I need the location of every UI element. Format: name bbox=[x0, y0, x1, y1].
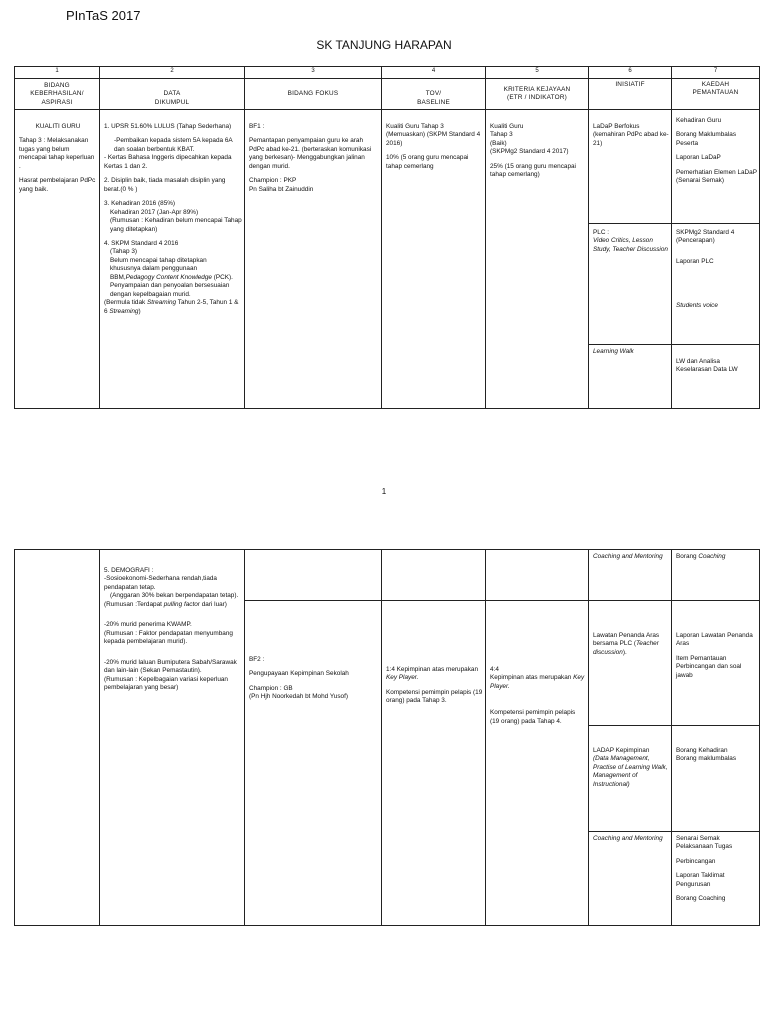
inisiatif-learning-walk-cell: Learning Walk bbox=[589, 345, 672, 409]
header-inisiatif: INISIATIF bbox=[589, 79, 672, 110]
header-tov-baseline: TOV/ BASELINE bbox=[382, 79, 486, 110]
header-kaedah-pemantauan: KAEDAH PEMANTAUAN bbox=[672, 79, 760, 110]
pemantauan-lw-cell: LW dan Analisa Keselarasan Data LW bbox=[672, 345, 760, 409]
pemantauan-plc-cell: SKPMg2 Standard 4 (Pencerapan) Laporan PLC Students voice bbox=[672, 224, 760, 345]
bidang-fokus-cell: BF1 : Pemantapan penyampaian guru ke arah PdPc abad ke-21. (berteraskan komunikasi yang berkesan)- Menggabungkan jalinan dengan murid. Champion : PKP Pn Saliha bt Zainuddin bbox=[245, 110, 382, 409]
inisiatif-ladap-kepimpinan-cell: LADAP Kepimpinan (Data Management, Practise of Learning Walk, Management of Instructional) bbox=[589, 726, 672, 832]
tov-baseline-cell: Kualiti Guru Tahap 3 (Memuaskan) (SKPM Standard 4 2016) 10% (5 orang guru mencapai tahap cemerlang bbox=[382, 110, 486, 409]
pemantauan-coaching-cell: Borang Coaching bbox=[672, 550, 760, 601]
kriteria-kejayaan-cell: Kualiti Guru Tahap 3 (Baik) (SKPMg2 Standard 4 2017) 25% (15 orang guru mencapai tahap cemerlang) bbox=[486, 110, 589, 409]
inisiatif-coaching-2-cell: Coaching and Mentoring bbox=[589, 832, 672, 926]
pemantauan-senarai-semak-cell: Senarai Semak Pelaksanaan Tugas Perbincangan Laporan Taklimat Pengurusan Borang Coaching bbox=[672, 832, 760, 926]
col-number-5: 5 bbox=[486, 67, 589, 79]
col-number-6: 6 bbox=[589, 67, 672, 79]
col-number-2: 2 bbox=[100, 67, 245, 79]
inisiatif-plc-cell: PLC : Video Critics, Lesson Study, Teacher Discussion bbox=[589, 224, 672, 345]
pemantauan-kehadiran-cell: Borang Kehadiran Borang maklumbalas bbox=[672, 726, 760, 832]
inisiatif-lawatan-cell: Lawatan Penanda Aras bersama PLC (Teacher discussion). bbox=[589, 601, 672, 726]
demografi-cell: 5. DEMOGRAFI : -Sosioekonomi-Sederhana rendah,tiada pendapatan tetap. (Anggaran 30% bekan berpendapatan tetap). (Rumusan :Terdapat pulling factor dari luar) -20% murid penerima KWAMP. (Rumusan : Faktor pendapatan menyumbang kepada pembelajaran murid). -20% murid laluan Bumiputera Sabah/Sarawak dan lain-lain (Sekan Pemastautin). (Rumusan : Kepelbagaian variasi keperluan pembelajaran yang besar) bbox=[100, 550, 245, 926]
document-title: PInTaS 2017 bbox=[66, 8, 141, 23]
header-kriteria-kejayaan: KRITERIA KEJAYAAN (ETR / INDIKATOR) bbox=[486, 79, 589, 110]
tov-bf2-cell: 1:4 Kepimpinan atas merupakan Key Player. Kompetensi pemimpin pelapis (19 orang) pada Tahap 3. bbox=[382, 601, 486, 926]
inisiatif-ladap-cell: LaDaP Berfokus (kemahiran PdPc abad ke-21) bbox=[589, 110, 672, 224]
plan-table-1 bbox=[14, 66, 760, 409]
bidang-cell-empty bbox=[15, 550, 100, 926]
bidang-fokus-bf2-cell: BF2 : Pengupayaan Kepimpinan Sekolah Champion : GB (Pn Hjh Noorkedah bt Mohd Yusof) bbox=[245, 601, 382, 926]
bidang-cell: KUALITI GURU Tahap 3 : Melaksanakan tugas yang belum mencapai tahap keperluan . Hasrat pembelajaran PdPc yang baik. bbox=[15, 110, 100, 409]
header-bidang-fokus: BIDANG FOKUS bbox=[245, 79, 382, 110]
table-row bbox=[15, 550, 760, 601]
table-row bbox=[15, 110, 760, 224]
pemantauan-lawatan-cell: Laporan Lawatan Penanda Aras Item Pemantauan Perbincangan dan soal jawab bbox=[672, 601, 760, 726]
col-number-7: 7 bbox=[672, 67, 760, 79]
kriteria-bf2-cell: 4:4 Kepimpinan atas merupakan Key Player. Kompetensi pemimpin pelapis (19 orang) pada Tahap 4. bbox=[486, 601, 589, 926]
bidang-fokus-empty-cell bbox=[245, 550, 382, 601]
school-name: SK TANJUNG HARAPAN bbox=[316, 38, 452, 52]
inisiatif-coaching-cell: Coaching and Mentoring bbox=[589, 550, 672, 601]
data-dikumpul-cell: 1. UPSR 51.60% LULUS (Tahap Sederhana) -Pembaikan kepada sistem 5A kepada 6A dan soalan berbentuk KBAT. - Kertas Bahasa Inggeris dipecahkan kepada Kertas 1 dan 2. 2. Disiplin baik, tiada masalah disiplin yang berat.(0 % ) 3. Kehadiran 2016 (85%) Kehadiran 2017 (Jan-Apr 89%) (Rumusan : Kehadiran belum mencapai Tahap yang ditetapkan) 4. SKPM Standard 4 2016 (Tahap 3) Belum mencapai tahap ditetapkan khususnya dalam penggunaan BBM,Pedagogy Content Knowledge (PCK). Penyampaian dan penyoalan bersesuaian dengan kepelbagaian murid. (Bermula tidak Streaming Tahun 2-5, Tahun 1 & 6 Streaming) bbox=[100, 110, 245, 409]
col-number-4: 4 bbox=[382, 67, 486, 79]
col-number-3: 3 bbox=[245, 67, 382, 79]
page-number: 1 bbox=[381, 487, 387, 496]
tov-empty-cell bbox=[382, 550, 486, 601]
header-bidang-keberhasilan: BIDANG KEBERHASILAN/ ASPIRASI bbox=[15, 79, 100, 110]
header-data-dikumpul: DATA DIKUMPUL bbox=[100, 79, 245, 110]
column-number-row bbox=[15, 67, 760, 79]
plan-table-2 bbox=[14, 549, 760, 926]
column-header-row bbox=[15, 79, 760, 110]
col-number-1: 1 bbox=[15, 67, 100, 79]
pemantauan-ladap-cell: Kehadiran Guru Borang Maklumbalas Peserta Laporan LaDaP Pemerhatian Elemen LaDaP (Senarai Semak) bbox=[672, 110, 760, 224]
kriteria-empty-cell bbox=[486, 550, 589, 601]
